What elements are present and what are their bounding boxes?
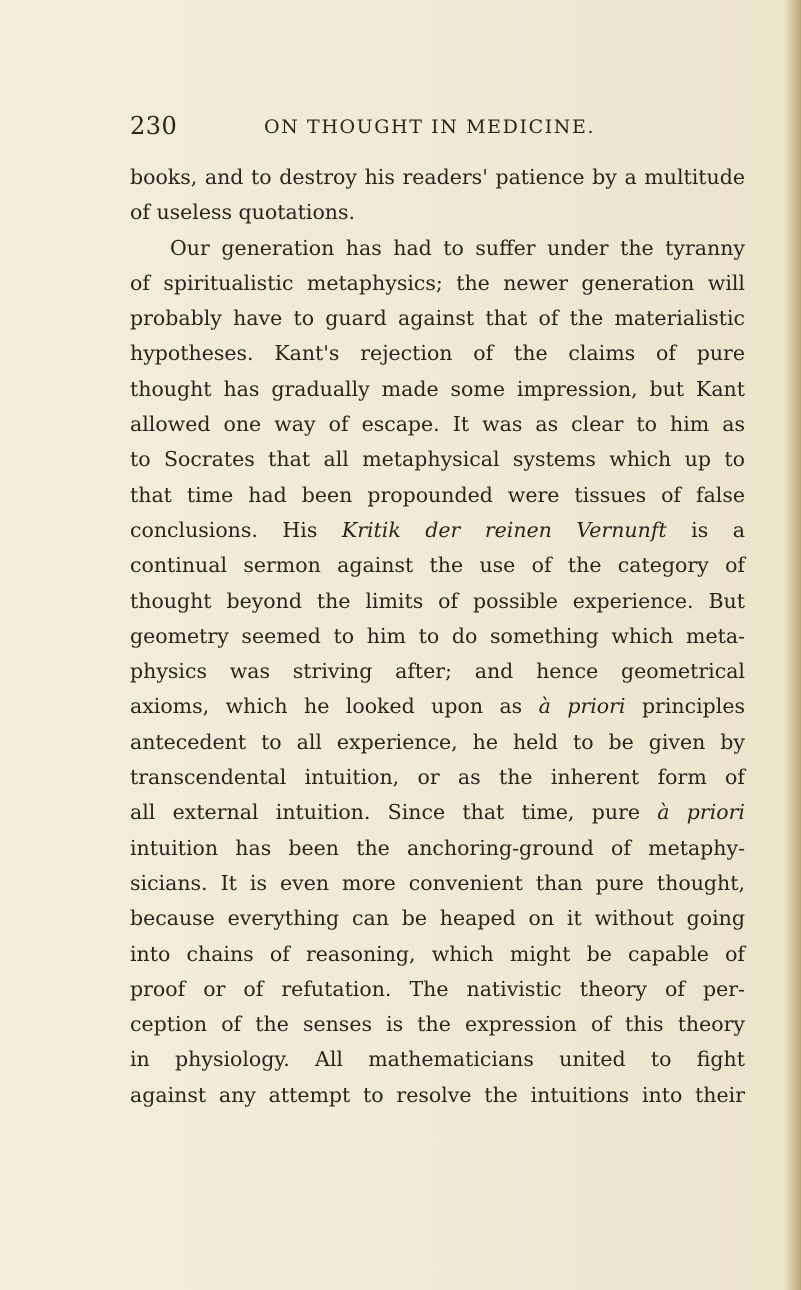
text-line: into chains of reasoning, which might be capable of — [130, 941, 745, 966]
text-line: thought beyond the limits of possible experience. But — [130, 588, 745, 613]
text-line: against any attempt to resolve the intuitions into their — [130, 1082, 745, 1107]
text-line: Our generation has had to suffer under the tyranny — [170, 235, 745, 260]
text-line: books, and to destroy his readers' patience by a multitude — [130, 165, 745, 189]
text-line: hypotheses. Kant's rejection of the claims of pure — [130, 341, 745, 366]
text-line: proof or of refutation. The nativistic theory of per- — [130, 976, 745, 1001]
text-segment: all external intuition. Since that time, pure — [130, 800, 658, 825]
text-line: intuition has been the anchoring-ground of metaphy- — [130, 835, 745, 860]
text-segment: axioms, which he looked upon as — [130, 694, 539, 719]
text-line: transcendental intuition, or as the inherent form of — [130, 765, 745, 790]
text-line: of useless quotations. — [130, 200, 356, 225]
text-line: probably have to guard against that of the materialistic — [130, 306, 745, 331]
text-line — [130, 795, 745, 830]
text-line: ception of the senses is the expression of this theory — [130, 1012, 745, 1037]
book-title-italic: Kritik der reinen Vernunft — [341, 517, 667, 542]
text-line: in physiology. All mathematicians united to fight — [130, 1047, 745, 1072]
text-line: continual sermon against the use of the category of — [130, 553, 745, 578]
text-segment: conclusions. His — [130, 517, 342, 542]
text-line: allowed one way of escape. It was as clear to him as — [130, 412, 745, 437]
text-line: geometry seemed to him to do something which meta- — [130, 623, 745, 648]
text-line: antecedent to all experience, he held to be given by — [130, 729, 745, 754]
text-line: physics was striving after; and hence geometrical — [130, 659, 745, 684]
text-line — [130, 689, 745, 724]
text-line: because everything can be heaped on it without going — [130, 906, 745, 931]
body-text — [130, 160, 745, 1113]
text-segment: is a — [666, 517, 745, 542]
latin-term-italic: à priori — [538, 694, 626, 719]
text-line — [130, 513, 745, 548]
running-head: ON THOUGHT IN MEDICINE. — [264, 116, 596, 138]
text-line: thought has gradually made some impression, but Kant — [130, 376, 745, 401]
text-line: of spiritualistic metaphysics; the newer generation will — [130, 270, 745, 295]
latin-term-italic: à priori — [657, 800, 745, 825]
text-line: that time had been propounded were tissues of false — [130, 482, 745, 507]
text-line: to Socrates that all metaphysical systems which up to — [130, 447, 745, 472]
page-number: 230 — [130, 112, 178, 140]
text-segment: principles — [625, 694, 745, 719]
page-header — [0, 112, 801, 152]
page-edge-shadow — [783, 0, 801, 1290]
text-line: sicians. It is even more convenient than pure thought, — [130, 870, 745, 895]
